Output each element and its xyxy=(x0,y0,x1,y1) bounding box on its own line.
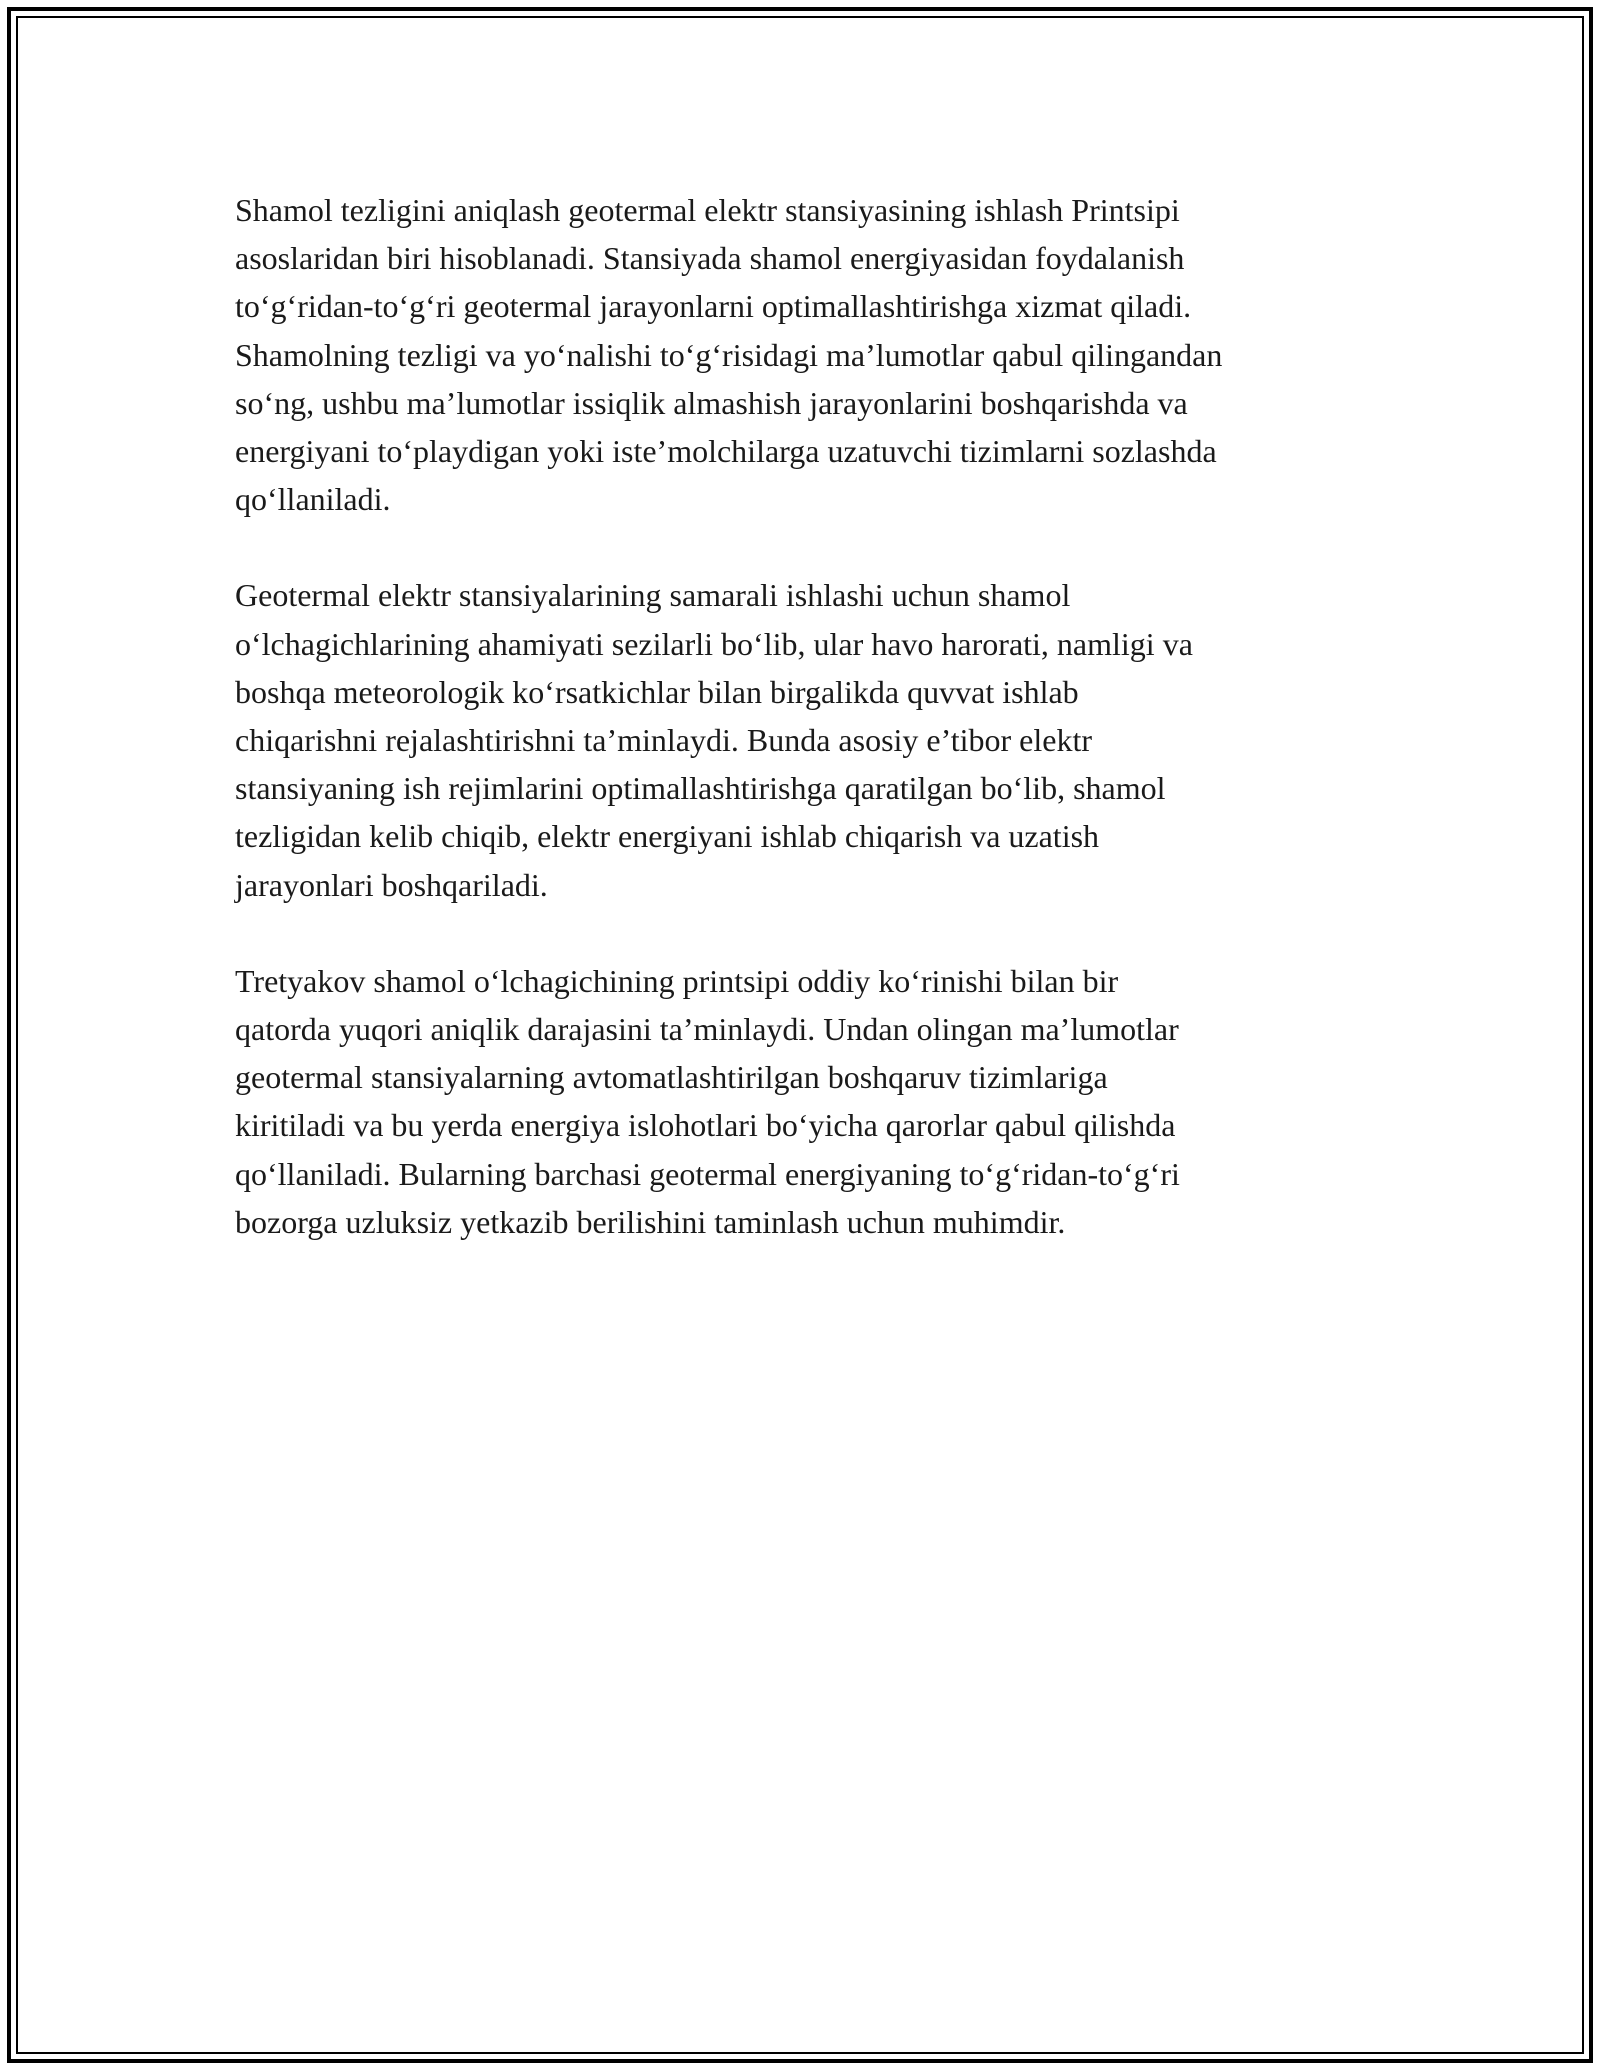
paragraph-2: Geotermal elektr stansiyalarining samarali ishlashi uchun shamol o‘lchagichlarining ahamiyati sezilarli bo‘lib, ular havo harorati, namligi va boshqa meteorologik ko‘rsatkichlar bilan birgalikda quvvat ishlab chiqarishni rejalashtirishni ta’minlaydi. Bunda asosiy e’tibor elektr stansiyaning ish rejimlarini optimallashtirishga qaratilgan bo‘lib, shamol tezligidan kelib chiqib, elektr energiyani ishlab chiqarish va uzatish jarayonlari boshqariladi. xyxy=(235,577,1193,903)
document-body xyxy=(235,186,1375,1294)
paragraph-3: Tretyakov shamol o‘lchagichining printsipi oddiy ko‘rinishi bilan bir qatorda yuqori aniqlik darajasini ta’minlaydi. Undan olingan ma’lumotlar geotermal stansiyalarning avtomatlashtirilgan boshqaruv tizimlariga kiritiladi va bu yerda energiya islohotlari bo‘yicha qarorlar qabul qilishda qo‘llaniladi. Bularning barchasi geotermal energiyaning to‘g‘ridan-to‘g‘ri bozorga uzluksiz yetkazib berilishini taminlash uchun muhimdir. xyxy=(235,962,1180,1240)
paragraph-1: Shamol tezligini aniqlash geotermal elektr stansiyasining ishlash Printsipi asoslaridan biri hisoblanadi. Stansiyada shamol energiyasidan foydalanish to‘g‘ridan-to‘g‘ri geotermal jarayonlarni optimallashtirishga xizmat qiladi. Shamolning tezligi va yo‘nalishi to‘g‘risidagi ma’lumotlar qabul qilingandan so‘ng, ushbu ma’lumotlar issiqlik almashish jarayonlarini boshqarishda va energiyani to‘playdigan yoki iste’molchilarga uzatuvchi tizimlarni sozlashda qo‘llaniladi. xyxy=(235,192,1223,518)
